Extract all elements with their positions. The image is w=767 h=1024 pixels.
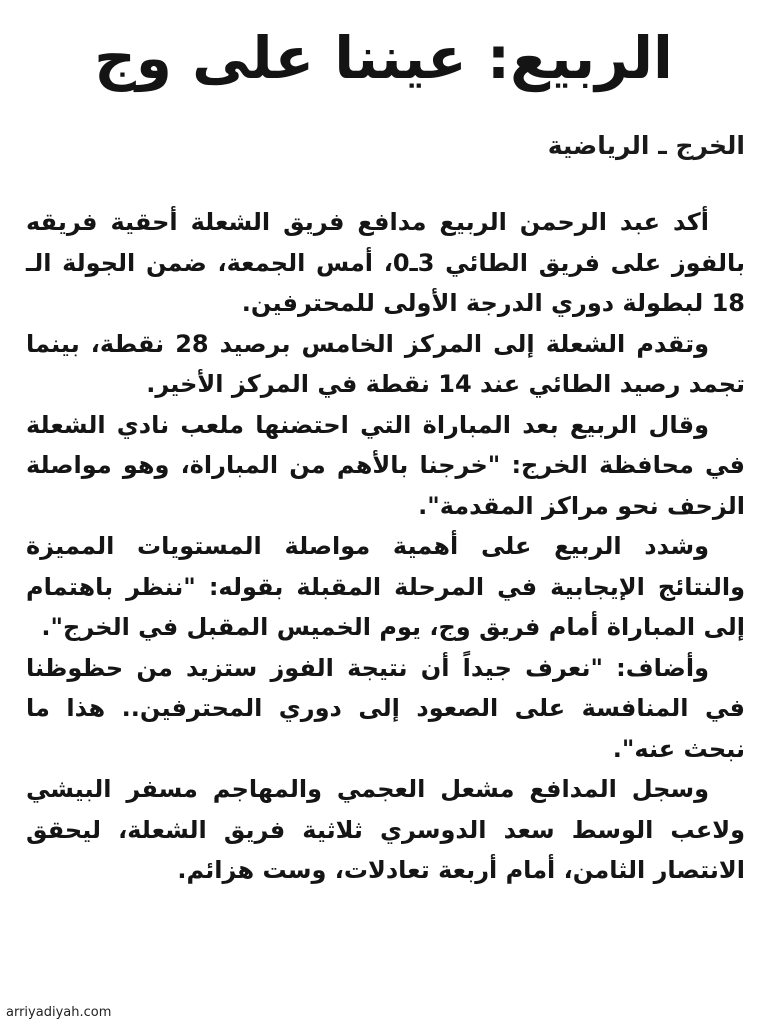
article-headline: الربيع: عيننا على وج <box>94 24 673 92</box>
article-paragraph: أكد عبد الرحمن الربيع مدافع فريق الشعلة أحقية فريقه بالفوز على فريق الطائي 3ـ0، أمس الجمعة، ضمن الجولة الـ 18 لبطولة دوري الدرجة الأولى للمحترفين. <box>26 208 745 317</box>
article-byline: الخرج ـ الرياضية <box>547 131 745 160</box>
article-paragraph: وتقدم الشعلة إلى المركز الخامس برصيد 28 نقطة، بينما تجمد رصيد الطائي عند 14 نقطة في المركز الأخير. <box>26 329 745 398</box>
article-body <box>18 202 749 891</box>
article-paragraph: وسجل المدافع مشعل العجمي والمهاجم مسفر البيشي ولاعب الوسط سعد الدوسري ثلاثية فريق الشعلة، ليحقق الانتصار الثامن، أمام أربعة تعادلات، وست هزائم. <box>26 775 745 884</box>
article-paragraph: وشدد الربيع على أهمية مواصلة المستويات المميزة والنتائج الإيجابية في المرحلة المقبلة بقوله: "ننظر باهتمام إلى المباراة أمام فريق وج، يوم الخميس المقبل في الخرج". <box>26 532 745 641</box>
article-paragraph: وأضاف: "نعرف جيداً أن نتيجة الفوز ستزيد من حظوظنا في المنافسة على الصعود إلى دوري المحترفين.. هذا ما نبحث عنه". <box>26 653 745 763</box>
source-watermark: arriyadiyah.com <box>6 1005 112 1020</box>
article-paragraph: وقال الربيع بعد المباراة التي احتضنها ملعب نادي الشعلة في محافظة الخرج: "خرجنا بالأهم من المباراة، وهو مواصلة الزحف نحو مراكز المقدمة". <box>26 410 745 520</box>
